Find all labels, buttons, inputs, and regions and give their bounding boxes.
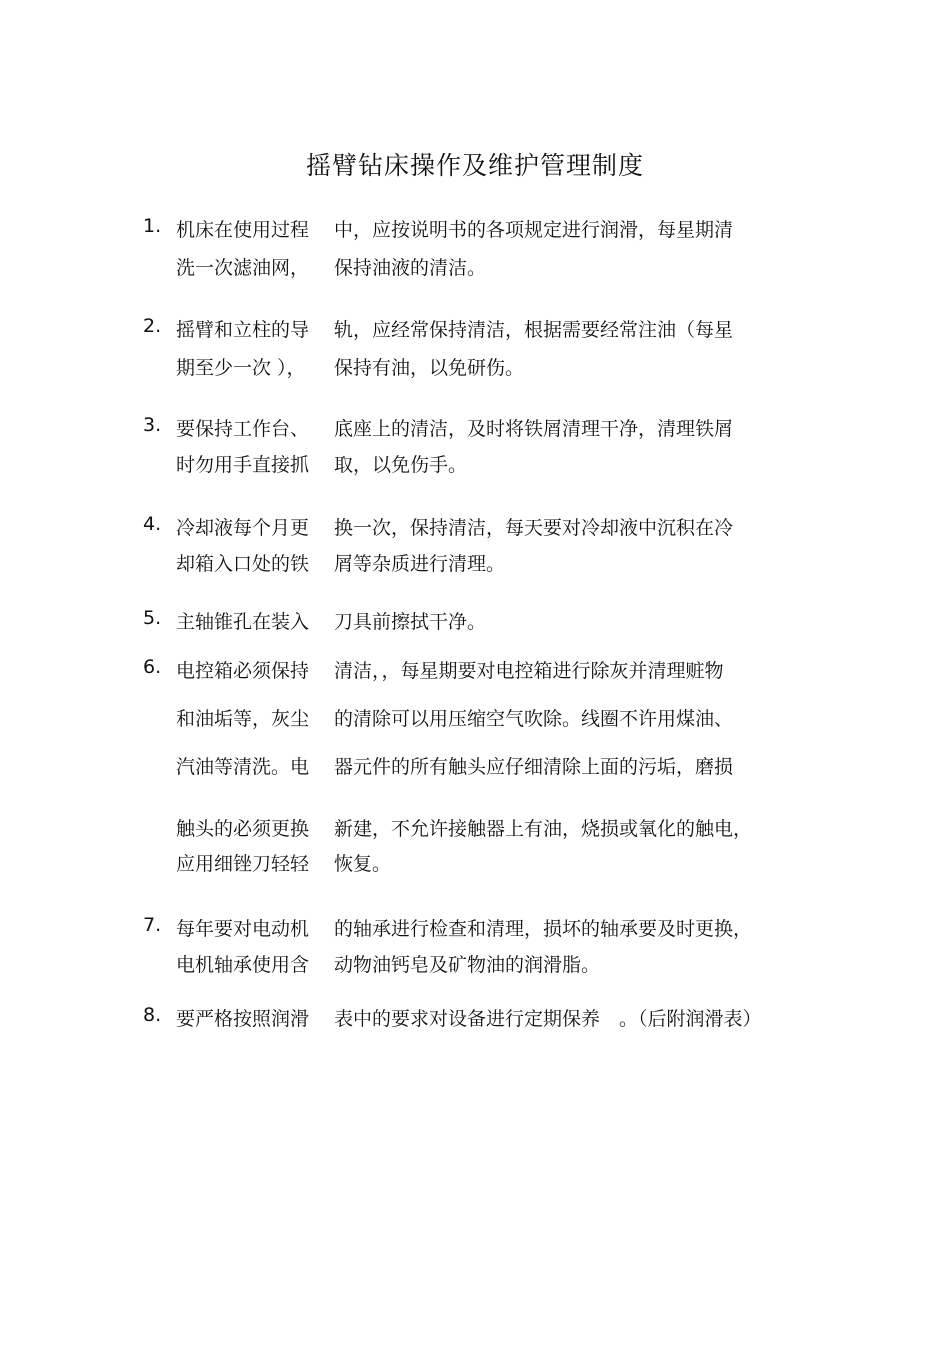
item-text-segment: 新建，不允许接触器上有油，烧损或氧化的触电， <box>334 818 753 840</box>
item-text-segment: 刀具前擦拭干净。 <box>334 611 487 633</box>
item-line <box>176 752 733 779</box>
item-number: 4. <box>143 513 162 535</box>
item-text-segment: 洗一次滤油网， <box>176 257 310 279</box>
item-text-segment: 保持油液的清洁。 <box>334 257 487 279</box>
item-line <box>176 914 752 941</box>
item-text-segment: 表中的要求对设备进行定期保养 。（后附润滑表） <box>334 1008 762 1030</box>
item-line <box>176 450 467 477</box>
item-line <box>176 215 733 242</box>
item-text-segment: 应用细锉刀轻轻 <box>176 853 310 875</box>
item-text-segment: 恢复。 <box>334 853 392 875</box>
item-line <box>176 607 486 634</box>
item-number: 8. <box>143 1004 162 1026</box>
item-number: 2. <box>143 315 162 337</box>
item-line <box>176 1004 762 1031</box>
item-number: 6. <box>143 656 162 678</box>
item-text-segment: 保持有油，以免研伤。 <box>334 357 525 379</box>
item-line <box>176 315 733 342</box>
item-text-segment: 电机轴承使用含 <box>176 954 310 976</box>
item-text-segment: 却箱入口处的铁 <box>176 553 310 575</box>
item-text-segment: 换一次，保持清洁，每天要对冷却液中沉积在冷 <box>334 517 734 539</box>
item-line <box>176 253 486 280</box>
item-text-segment: 触头的必须更换 <box>176 818 310 840</box>
item-number: 7. <box>143 914 162 936</box>
item-text-segment: 摇臂和立柱的导 <box>176 319 310 341</box>
item-text-segment: 中，应按说明书的各项规定进行润滑，每星期清 <box>334 219 734 241</box>
item-line <box>176 353 524 380</box>
item-text-segment: 和油垢等，灰尘 <box>176 708 310 730</box>
item-line <box>176 704 733 731</box>
item-text-segment: 屑等杂质进行清理。 <box>334 553 506 575</box>
item-text-segment: 动物油钙皂及矿物油的润滑脂。 <box>334 954 601 976</box>
item-number: 3. <box>143 414 162 436</box>
item-text-segment: 期至少一次 ）， <box>176 357 306 379</box>
item-line <box>176 849 391 876</box>
item-line <box>176 656 724 683</box>
item-text-segment: 清洁，，每星期要对电控箱进行除灰并清理赃物 <box>334 660 724 682</box>
item-text-segment: 器元件的所有触头应仔细清除上面的污垢，磨损 <box>334 756 734 778</box>
item-text-segment: 冷却液每个月更 <box>176 517 310 539</box>
item-text-segment: 主轴锥孔在装入 <box>176 611 310 633</box>
item-text-segment: 取，以免伤手。 <box>334 454 468 476</box>
page-title: 摇臂钻床操作及维护管理制度 <box>305 151 644 180</box>
item-text-segment: 的清除可以用压缩空气吹除。线圈不许用煤油、 <box>334 708 734 730</box>
item-text-segment: 要严格按照润滑 <box>176 1008 310 1030</box>
item-line <box>176 814 752 841</box>
item-number: 1. <box>143 215 162 237</box>
item-line <box>176 950 600 977</box>
item-text-segment: 要保持工作台、 <box>176 418 310 440</box>
item-line <box>176 549 505 576</box>
item-text-segment: 的轴承进行检查和清理，损坏的轴承要及时更换， <box>334 918 753 940</box>
item-text-segment: 底座上的清洁，及时将铁屑清理干净，清理铁屑 <box>334 418 734 440</box>
item-text-segment: 每年要对电动机 <box>176 918 310 940</box>
item-line <box>176 513 733 540</box>
item-text-segment: 汽油等清洗。电 <box>176 756 310 778</box>
item-text-segment: 时勿用手直接抓 <box>176 454 310 476</box>
item-text-segment: 电控箱必须保持 <box>176 660 310 682</box>
item-number: 5. <box>143 607 162 629</box>
item-text-segment: 机床在使用过程 <box>176 219 310 241</box>
item-line <box>176 414 733 441</box>
item-text-segment: 轨，应经常保持清洁，根据需要经常注油（每星 <box>334 319 734 341</box>
